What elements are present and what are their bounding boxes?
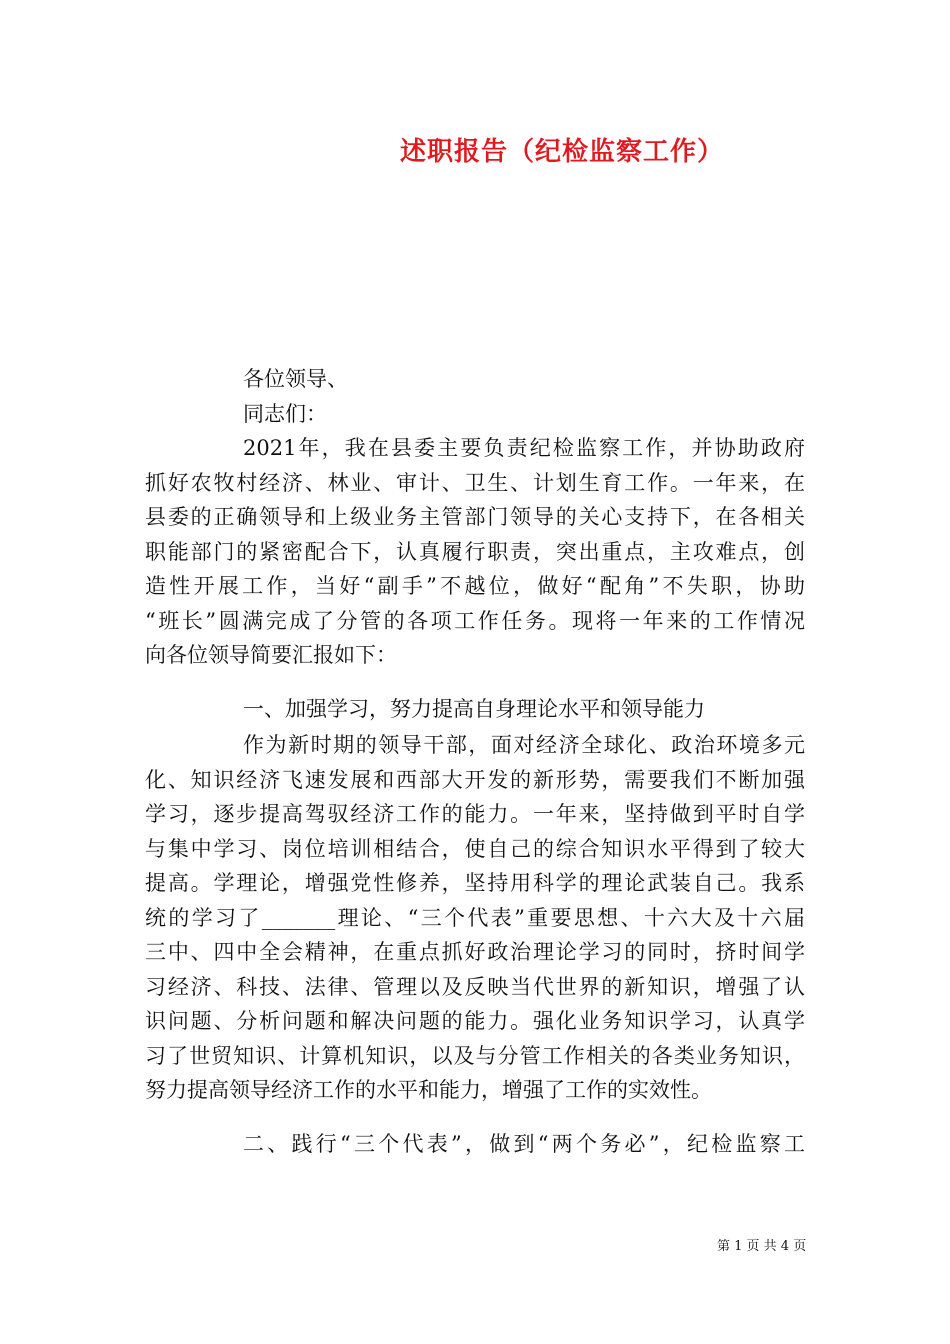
paragraph-line: 识问题、分析问题和解决问题的能力。强化业务知识学习，认真学 xyxy=(145,1009,805,1033)
paragraph-line: 抓好农牧村经济、林业、审计、卫生、计划生育工作。一年来，在 xyxy=(145,470,805,495)
salutation-line: 各位领导、 xyxy=(243,367,348,391)
section-heading-2 xyxy=(145,1127,805,1162)
section-heading-line: 一、加强学习，努力提高自身理论水平和领导能力 xyxy=(243,697,705,721)
paragraph-line: 2021年，我在县委主要负责纪检监察工作，并协助政府 xyxy=(243,436,805,460)
document-title: 述职报告（纪检监察工作） xyxy=(400,137,725,167)
paragraph-line: 县委的正确领导和上级业务主管部门领导的关心支持下，在各相关 xyxy=(145,505,805,529)
paragraph-line: 提高。学理论，增强党性修养，坚持用科学的理论武装自己。我系 xyxy=(145,871,805,895)
paragraph-line: 向各位领导简要汇报如下： xyxy=(145,643,397,667)
paragraph-intro xyxy=(145,431,805,673)
paragraph-line: 习经济、科技、法律、管理以及反映当代世界的新知识，增强了认 xyxy=(145,974,805,999)
paragraph-line: 与集中学习、岗位培训相结合，使自己的综合知识水平得到了较大 xyxy=(145,836,805,861)
paragraph-line: 化、知识经济飞速发展和西部大开发的新形势，需要我们不断加强 xyxy=(145,767,805,792)
section-heading-1 xyxy=(145,692,805,727)
paragraph-line: 习了世贸知识、计算机知识，以及与分管工作相关的各类业务知识， xyxy=(145,1043,805,1068)
paragraph-line: 职能部门的紧密配合下，认真履行职责，突出重点，主攻难点，创 xyxy=(145,539,805,564)
section-heading-line: 二、践行“三个代表”，做到“两个务必”，纪检监察工 xyxy=(243,1132,805,1156)
salutation-line: 同志们： xyxy=(243,401,327,426)
paragraph-line: 努力提高领导经济工作的水平和能力，增强了工作的实效性。 xyxy=(145,1078,712,1102)
paragraph-line: 造性开展工作，当好“副手”不越位，做好“配角”不失职，协助 xyxy=(145,574,805,598)
paragraph-line: 学习，逐步提高驾驭经济工作的能力。一年来，坚持做到平时自学 xyxy=(145,802,805,826)
paragraph-study xyxy=(145,728,805,1108)
paragraph-line: 统的学习了_______理论、“三个代表”重要思想、十六大及十六届 xyxy=(145,905,805,930)
paragraph-line: 作为新时期的领导干部，面对经济全球化、政治环境多元 xyxy=(243,733,805,757)
salutation-block xyxy=(145,362,805,431)
paragraph-line: “班长”圆满完成了分管的各项工作任务。现将一年来的工作情况 xyxy=(145,608,805,633)
paragraph-line: 三中、四中全会精神，在重点抓好政治理论学习的同时，挤时间学 xyxy=(145,940,805,964)
page-footer: 第 1 页 共 4 页 xyxy=(717,1239,807,1254)
